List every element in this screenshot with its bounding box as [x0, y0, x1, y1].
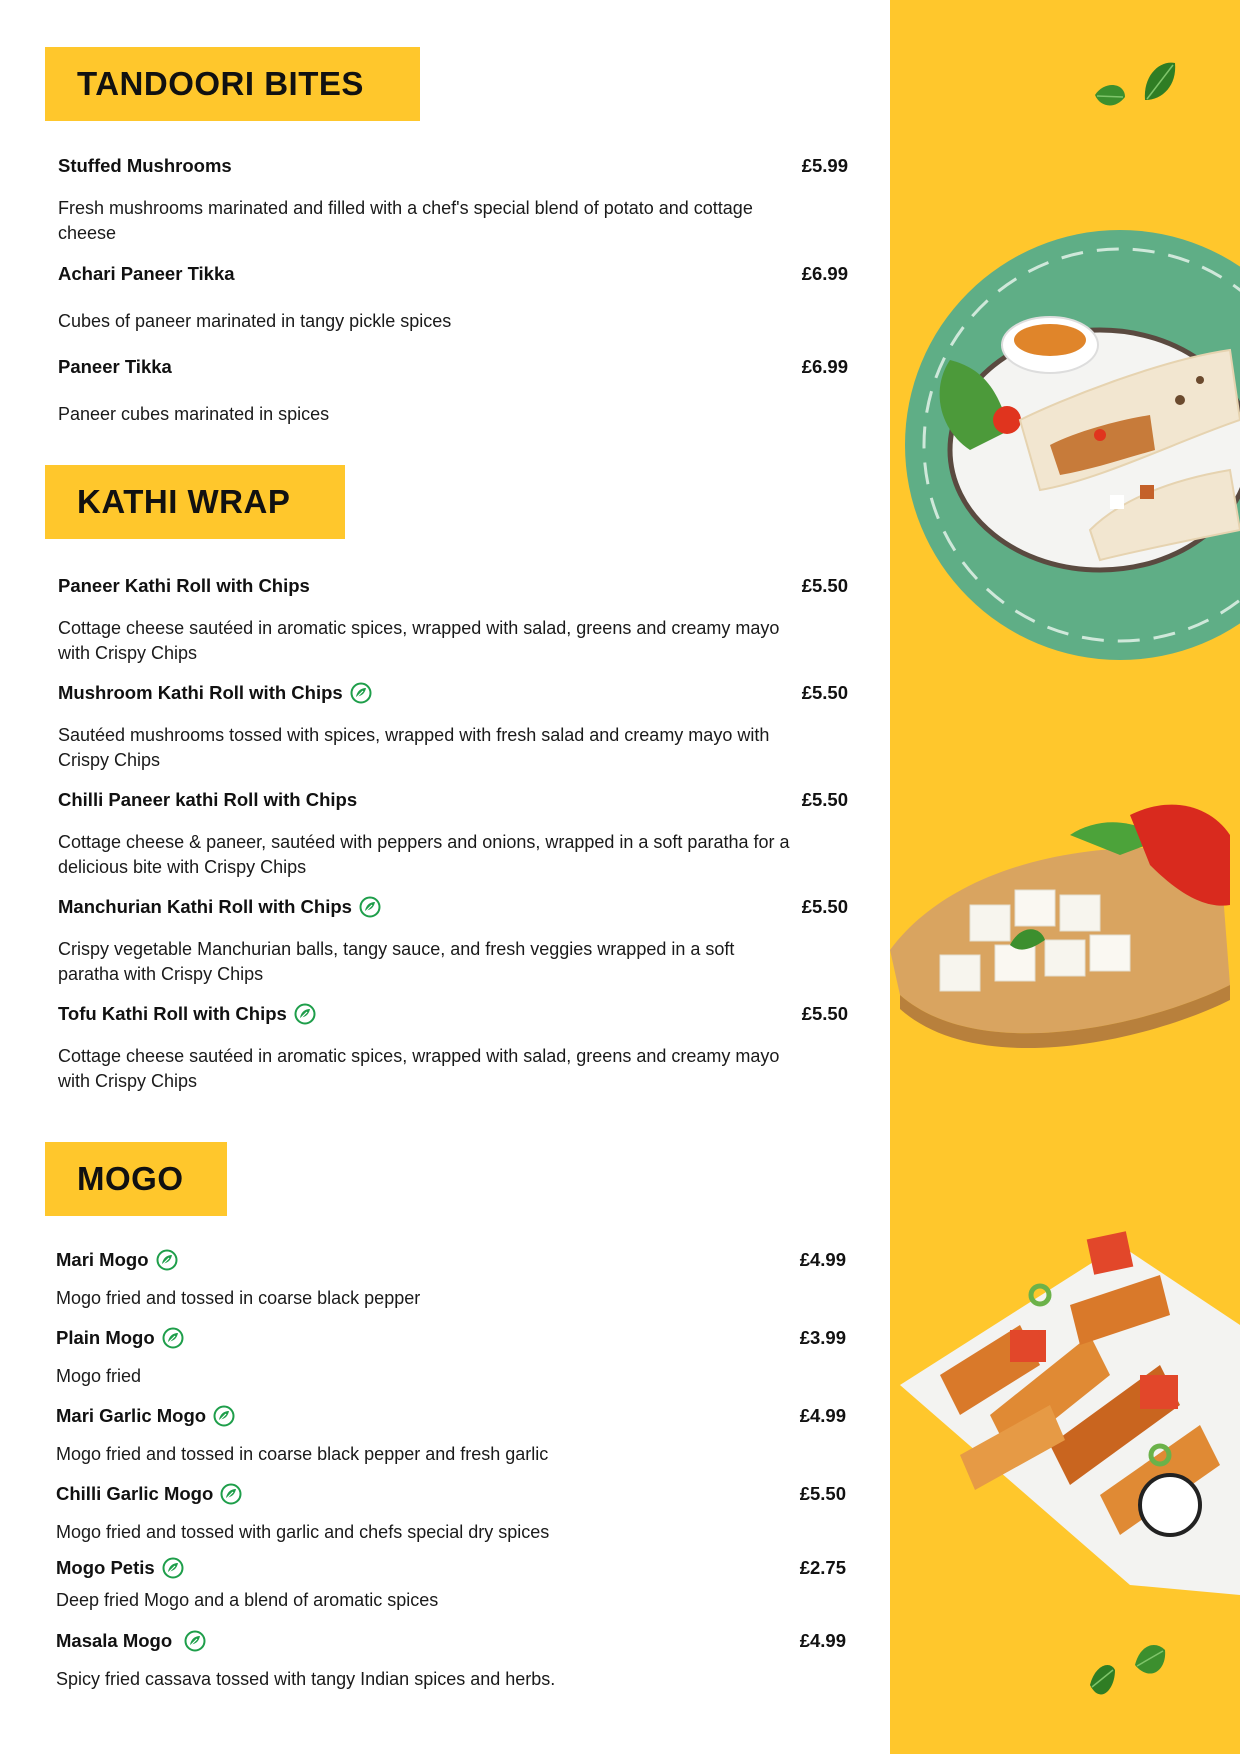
vegan-leaf-icon [162, 1327, 184, 1349]
section-title: MOGO [77, 1160, 184, 1197]
menu-item [58, 789, 848, 880]
item-price: £5.50 [799, 1483, 846, 1504]
item-description: Crispy vegetable Manchurian balls, tangy sauce, and fresh veggies wrapped in a soft paratha with Crispy Chips [58, 939, 735, 984]
menu-item [58, 575, 848, 666]
section-title: KATHI WRAP [77, 483, 291, 520]
section-header-mogo [45, 1142, 227, 1216]
vegan-leaf-icon [350, 682, 372, 704]
item-description: Mogo fried and tossed with garlic and chefs special dry spices [56, 1522, 550, 1542]
item-name: Paneer Kathi Roll with Chips [58, 575, 310, 596]
item-name: Mari Mogo [56, 1249, 178, 1271]
item-price: £4.99 [799, 1630, 846, 1651]
section-title: TANDOORI BITES [77, 65, 364, 102]
basil-leaf-icon [1085, 55, 1190, 125]
menu-item [56, 1249, 846, 1311]
basil-leaf-icon [1085, 1635, 1185, 1715]
menu-item [58, 1003, 848, 1094]
item-price: £4.99 [799, 1249, 846, 1270]
paneer-board-image [870, 795, 1240, 1075]
vegan-leaf-icon [294, 1003, 316, 1025]
item-price: £3.99 [799, 1327, 846, 1348]
menu-item [56, 1557, 846, 1613]
item-name: Paneer Tikka [58, 356, 172, 377]
item-description: Cottage cheese & paneer, sautéed with peppers and onions, wrapped in a soft paratha for a delicious bite with Crispy Chips [58, 832, 790, 877]
item-name: Mogo Petis [56, 1557, 184, 1579]
item-price: £5.50 [801, 1003, 848, 1024]
menu-item [58, 356, 848, 427]
item-name: Tofu Kathi Roll with Chips [58, 1003, 316, 1025]
item-price: £5.50 [801, 575, 848, 596]
section-header-kathi-wrap [45, 465, 345, 539]
item-name: Plain Mogo [56, 1327, 184, 1349]
item-description: Paneer cubes marinated in spices [58, 404, 330, 424]
vegan-leaf-icon [156, 1249, 178, 1271]
item-price: £6.99 [801, 263, 848, 284]
menu-item [58, 155, 848, 246]
item-description: Mogo fried [56, 1366, 142, 1386]
item-price: £2.75 [799, 1557, 846, 1578]
item-name: Masala Mogo [56, 1630, 206, 1652]
vegan-leaf-icon [359, 896, 381, 918]
vegan-leaf-icon [213, 1405, 235, 1427]
menu-item [56, 1405, 846, 1467]
menu-item [58, 682, 848, 773]
item-description: Fresh mushrooms marinated and filled with a chef's special blend of potato and cottage cheese [58, 198, 753, 243]
item-price: £4.99 [799, 1405, 846, 1426]
item-description: Cubes of paneer marinated in tangy pickle spices [58, 311, 452, 331]
item-name: Manchurian Kathi Roll with Chips [58, 896, 381, 918]
item-price: £5.50 [801, 682, 848, 703]
item-name: Stuffed Mushrooms [58, 155, 232, 176]
mogo-fries-image [900, 1215, 1240, 1595]
item-price: £5.99 [801, 155, 848, 176]
item-name: Achari Paneer Tikka [58, 263, 235, 284]
item-description: Deep fried Mogo and a blend of aromatic spices [56, 1590, 439, 1610]
vegan-leaf-icon [162, 1557, 184, 1579]
item-price: £5.50 [801, 896, 848, 917]
item-description: Spicy fried cassava tossed with tangy Indian spices and herbs. [56, 1669, 556, 1689]
item-description: Cottage cheese sautéed in aromatic spices, wrapped with salad, greens and creamy mayo with Crispy Chips [58, 618, 780, 663]
kathi-wrap-plate-image [900, 230, 1240, 670]
item-name: Mari Garlic Mogo [56, 1405, 235, 1427]
item-description: Sautéed mushrooms tossed with spices, wrapped with fresh salad and creamy mayo with Crispy Chips [58, 725, 770, 770]
item-price: £5.50 [801, 789, 848, 810]
vegan-leaf-icon [184, 1630, 206, 1652]
item-name: Chilli Garlic Mogo [56, 1483, 242, 1505]
item-name: Mushroom Kathi Roll with Chips [58, 682, 372, 704]
item-description: Mogo fried and tossed in coarse black pepper and fresh garlic [56, 1444, 549, 1464]
menu-item [56, 1327, 846, 1389]
item-name: Chilli Paneer kathi Roll with Chips [58, 789, 358, 810]
item-description: Mogo fried and tossed in coarse black pepper [56, 1288, 421, 1308]
menu-item [56, 1483, 846, 1545]
menu-item [56, 1630, 846, 1692]
section-header-tandoori-bites [45, 47, 420, 121]
item-description: Cottage cheese sautéed in aromatic spices, wrapped with salad, greens and creamy mayo with Crispy Chips [58, 1046, 780, 1091]
menu-item [58, 896, 848, 987]
vegan-leaf-icon [220, 1483, 242, 1505]
item-price: £6.99 [801, 356, 848, 377]
menu-item [58, 263, 848, 334]
